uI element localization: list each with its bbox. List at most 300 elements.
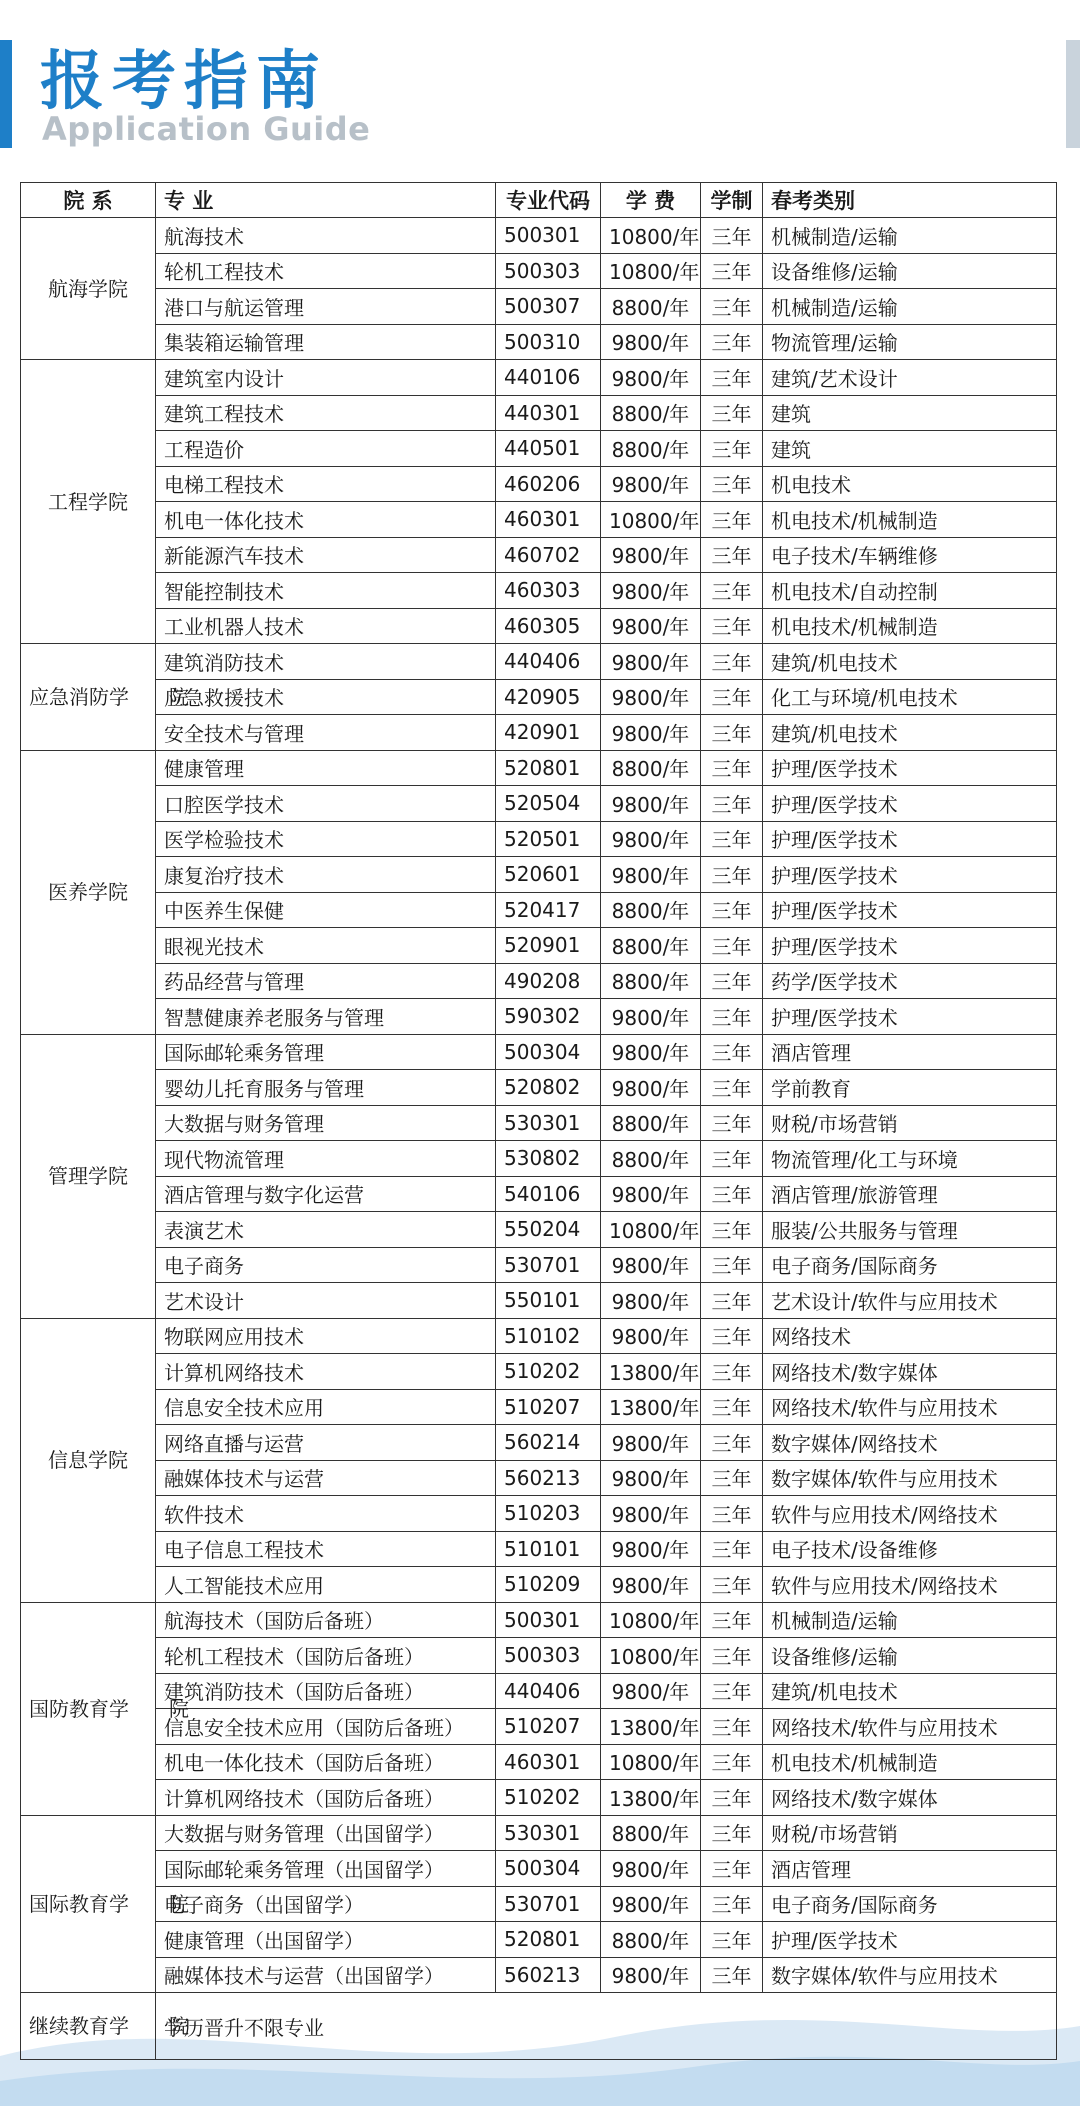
- tuition-fee: 10800/年: [601, 1602, 701, 1638]
- major-name: 建筑室内设计: [156, 360, 496, 396]
- major-code: 420905: [496, 679, 601, 715]
- major-name: 建筑工程技术: [156, 395, 496, 431]
- tuition-fee: 8800/年: [601, 431, 701, 467]
- exam-category: 机电技术: [763, 466, 1057, 502]
- page-title: 报考指南: [40, 45, 328, 119]
- tuition-fee: 9800/年: [601, 999, 701, 1035]
- table-row: [21, 1283, 1057, 1319]
- major-name: 艺术设计: [156, 1283, 496, 1319]
- major-code: 500301: [496, 218, 601, 254]
- table-body: [21, 218, 1057, 2060]
- tuition-fee: 8800/年: [601, 1141, 701, 1177]
- table-row: [21, 928, 1057, 964]
- study-duration: 三年: [701, 360, 763, 396]
- exam-category: 财税/市场营销: [763, 1815, 1057, 1851]
- study-duration: 三年: [701, 324, 763, 360]
- table-row: [21, 963, 1057, 999]
- exam-category: 机械制造/运输: [763, 289, 1057, 325]
- tuition-fee: 8800/年: [601, 1815, 701, 1851]
- study-duration: 三年: [701, 1496, 763, 1532]
- study-duration: 三年: [701, 963, 763, 999]
- study-duration: 三年: [701, 821, 763, 857]
- table-row: [21, 537, 1057, 573]
- study-duration: 三年: [701, 786, 763, 822]
- major-name: 药品经营与管理: [156, 963, 496, 999]
- major-code: 440406: [496, 644, 601, 680]
- table-row: [21, 1851, 1057, 1887]
- major-name: 智慧健康养老服务与管理: [156, 999, 496, 1035]
- tuition-fee: 9800/年: [601, 573, 701, 609]
- college-name: 应急消防学 院: [21, 644, 156, 751]
- major-code: 440301: [496, 395, 601, 431]
- tuition-fee: 9800/年: [601, 644, 701, 680]
- table-row: [21, 786, 1057, 822]
- table-row: [21, 1070, 1057, 1106]
- study-duration: 三年: [701, 1602, 763, 1638]
- exam-category: 药学/医学技术: [763, 963, 1057, 999]
- tuition-fee: 8800/年: [601, 1105, 701, 1141]
- major-name: 口腔医学技术: [156, 786, 496, 822]
- major-code: 550101: [496, 1283, 601, 1319]
- tuition-fee: 10800/年: [601, 253, 701, 289]
- tuition-fee: 9800/年: [601, 1496, 701, 1532]
- table-row: [21, 715, 1057, 751]
- tuition-fee: 10800/年: [601, 502, 701, 538]
- table-row: [21, 1531, 1057, 1567]
- major-code: 560214: [496, 1425, 601, 1461]
- major-code: 550204: [496, 1212, 601, 1248]
- table-row: [21, 1105, 1057, 1141]
- exam-category: 建筑/机电技术: [763, 715, 1057, 751]
- study-duration: 三年: [701, 1531, 763, 1567]
- col-header-category: 春考类别: [763, 183, 1057, 218]
- tuition-fee: 9800/年: [601, 1531, 701, 1567]
- table-row: [21, 1709, 1057, 1745]
- major-name: 人工智能技术应用: [156, 1567, 496, 1603]
- college-name: 国防教育学 院: [21, 1602, 156, 1815]
- exam-category: 护理/医学技术: [763, 999, 1057, 1035]
- major-name: 物联网应用技术: [156, 1318, 496, 1354]
- study-duration: 三年: [701, 1709, 763, 1745]
- study-duration: 三年: [701, 608, 763, 644]
- tuition-fee: 9800/年: [601, 1283, 701, 1319]
- table-header-row: [21, 183, 1057, 218]
- col-header-code: 专业代码: [496, 183, 601, 218]
- college-name: 航海学院: [21, 218, 156, 360]
- major-name: 国际邮轮乘务管理: [156, 1034, 496, 1070]
- study-duration: 三年: [701, 1851, 763, 1887]
- major-name: 新能源汽车技术: [156, 537, 496, 573]
- table-row: [21, 573, 1057, 609]
- major-name: 大数据与财务管理: [156, 1105, 496, 1141]
- study-duration: 三年: [701, 1283, 763, 1319]
- major-name: 信息安全技术应用: [156, 1389, 496, 1425]
- major-name: 医学检验技术: [156, 821, 496, 857]
- exam-category: 电子商务/国际商务: [763, 1247, 1057, 1283]
- tuition-fee: 9800/年: [601, 786, 701, 822]
- major-code: 440406: [496, 1673, 601, 1709]
- left-accent-bar: [0, 40, 12, 148]
- major-code: 530701: [496, 1886, 601, 1922]
- major-code: 500310: [496, 324, 601, 360]
- table-row: [21, 1141, 1057, 1177]
- exam-category: 建筑: [763, 431, 1057, 467]
- exam-category: 学前教育: [763, 1070, 1057, 1106]
- major-name: 工业机器人技术: [156, 608, 496, 644]
- exam-category: 网络技术/数字媒体: [763, 1354, 1057, 1390]
- major-code: 510209: [496, 1567, 601, 1603]
- tuition-fee: 9800/年: [601, 1247, 701, 1283]
- major-code: 530802: [496, 1141, 601, 1177]
- study-duration: 三年: [701, 999, 763, 1035]
- major-code: 560213: [496, 1460, 601, 1496]
- major-name: 建筑消防技术: [156, 644, 496, 680]
- table-row: [21, 857, 1057, 893]
- col-header-duration: 学制: [701, 183, 763, 218]
- page-subtitle: Application Guide: [42, 110, 371, 148]
- study-duration: 三年: [701, 1460, 763, 1496]
- study-duration: 三年: [701, 928, 763, 964]
- table-row: [21, 1354, 1057, 1390]
- study-duration: 三年: [701, 1567, 763, 1603]
- major-name: 轮机工程技术（国防后备班）: [156, 1638, 496, 1674]
- tuition-fee: 9800/年: [601, 1460, 701, 1496]
- col-header-college: 院 系: [21, 183, 156, 218]
- exam-category: 物流管理/化工与环境: [763, 1141, 1057, 1177]
- major-code: 520901: [496, 928, 601, 964]
- major-name: 航海技术（国防后备班）: [156, 1602, 496, 1638]
- major-code: 540106: [496, 1176, 601, 1212]
- major-name: 软件技术: [156, 1496, 496, 1532]
- major-name: 计算机网络技术（国防后备班）: [156, 1780, 496, 1816]
- tuition-fee: 9800/年: [601, 1318, 701, 1354]
- table-row: [21, 821, 1057, 857]
- major-code: 520801: [496, 750, 601, 786]
- major-code: 520601: [496, 857, 601, 893]
- table-row: [21, 324, 1057, 360]
- table-row: [21, 892, 1057, 928]
- study-duration: 三年: [701, 1886, 763, 1922]
- major-code: 510101: [496, 1531, 601, 1567]
- major-name: 现代物流管理: [156, 1141, 496, 1177]
- major-name: 安全技术与管理: [156, 715, 496, 751]
- major-name: 大数据与财务管理（出国留学）: [156, 1815, 496, 1851]
- exam-category: 电子商务/国际商务: [763, 1886, 1057, 1922]
- study-duration: 三年: [701, 1922, 763, 1958]
- major-code: 530701: [496, 1247, 601, 1283]
- study-duration: 三年: [701, 395, 763, 431]
- tuition-fee: 9800/年: [601, 537, 701, 573]
- table-row: [21, 253, 1057, 289]
- tuition-fee: 9800/年: [601, 1425, 701, 1461]
- table-row: [21, 395, 1057, 431]
- major-name: 应急救援技术: [156, 679, 496, 715]
- exam-category: 护理/医学技术: [763, 857, 1057, 893]
- major-name: 航海技术: [156, 218, 496, 254]
- major-name: 港口与航运管理: [156, 289, 496, 325]
- exam-category: 电子技术/设备维修: [763, 1531, 1057, 1567]
- study-duration: 三年: [701, 1354, 763, 1390]
- exam-category: 建筑/机电技术: [763, 1673, 1057, 1709]
- major-name: 健康管理（出国留学）: [156, 1922, 496, 1958]
- major-name: 机电一体化技术: [156, 502, 496, 538]
- exam-category: 设备维修/运输: [763, 253, 1057, 289]
- table-row: [21, 218, 1057, 254]
- table-row: [21, 1815, 1057, 1851]
- study-duration: 三年: [701, 715, 763, 751]
- tuition-fee: 13800/年: [601, 1354, 701, 1390]
- major-name: 工程造价: [156, 431, 496, 467]
- study-duration: 三年: [701, 644, 763, 680]
- study-duration: 三年: [701, 1744, 763, 1780]
- study-duration: 三年: [701, 1070, 763, 1106]
- exam-category: 网络技术/软件与应用技术: [763, 1389, 1057, 1425]
- tuition-fee: 13800/年: [601, 1780, 701, 1816]
- major-name: 建筑消防技术（国防后备班）: [156, 1673, 496, 1709]
- tuition-fee: 9800/年: [601, 1673, 701, 1709]
- major-code: 500307: [496, 289, 601, 325]
- major-code: 500301: [496, 1602, 601, 1638]
- major-name: 酒店管理与数字化运营: [156, 1176, 496, 1212]
- major-code: 460303: [496, 573, 601, 609]
- major-code: 440106: [496, 360, 601, 396]
- exam-category: 设备维修/运输: [763, 1638, 1057, 1674]
- exam-category: 电子技术/车辆维修: [763, 537, 1057, 573]
- table-row: [21, 360, 1057, 396]
- study-duration: 三年: [701, 502, 763, 538]
- tuition-fee: 9800/年: [601, 608, 701, 644]
- study-duration: 三年: [701, 1141, 763, 1177]
- major-code: 500303: [496, 1638, 601, 1674]
- major-code: 500304: [496, 1851, 601, 1887]
- study-duration: 三年: [701, 1212, 763, 1248]
- tuition-fee: 8800/年: [601, 1922, 701, 1958]
- exam-category: 建筑/机电技术: [763, 644, 1057, 680]
- major-code: 460301: [496, 502, 601, 538]
- exam-category: 软件与应用技术/网络技术: [763, 1567, 1057, 1603]
- major-code: 520504: [496, 786, 601, 822]
- study-duration: 三年: [701, 573, 763, 609]
- table-row: [21, 1744, 1057, 1780]
- tuition-fee: 8800/年: [601, 395, 701, 431]
- tuition-fee: 9800/年: [601, 1851, 701, 1887]
- major-name: 融媒体技术与运营: [156, 1460, 496, 1496]
- study-duration: 三年: [701, 892, 763, 928]
- study-duration: 三年: [701, 1780, 763, 1816]
- major-name: 电子商务（出国留学）: [156, 1886, 496, 1922]
- major-code: 560213: [496, 1957, 601, 1993]
- study-duration: 三年: [701, 1318, 763, 1354]
- study-duration: 三年: [701, 431, 763, 467]
- major-code: 510202: [496, 1780, 601, 1816]
- major-code: 530301: [496, 1815, 601, 1851]
- exam-category: 网络技术/数字媒体: [763, 1780, 1057, 1816]
- exam-category: 护理/医学技术: [763, 786, 1057, 822]
- table-row: [21, 466, 1057, 502]
- table-row: [21, 1673, 1057, 1709]
- college-name: 信息学院: [21, 1318, 156, 1602]
- exam-category: 服装/公共服务与管理: [763, 1212, 1057, 1248]
- tuition-fee: 9800/年: [601, 857, 701, 893]
- table-row: [21, 1567, 1057, 1603]
- major-name: 国际邮轮乘务管理（出国留学）: [156, 1851, 496, 1887]
- exam-category: 机械制造/运输: [763, 1602, 1057, 1638]
- tuition-fee: 10800/年: [601, 1212, 701, 1248]
- exam-category: 网络技术: [763, 1318, 1057, 1354]
- college-name: 医养学院: [21, 750, 156, 1034]
- exam-category: 护理/医学技术: [763, 750, 1057, 786]
- exam-category: 艺术设计/软件与应用技术: [763, 1283, 1057, 1319]
- exam-category: 机械制造/运输: [763, 218, 1057, 254]
- major-code: 460702: [496, 537, 601, 573]
- tuition-fee: 10800/年: [601, 218, 701, 254]
- study-duration: 三年: [701, 218, 763, 254]
- major-code: 500303: [496, 253, 601, 289]
- study-duration: 三年: [701, 1425, 763, 1461]
- major-name: 信息安全技术应用（国防后备班）: [156, 1709, 496, 1745]
- major-code: 510207: [496, 1709, 601, 1745]
- table-row: [21, 1602, 1057, 1638]
- table-row: [21, 502, 1057, 538]
- study-duration: 三年: [701, 466, 763, 502]
- major-code: 440501: [496, 431, 601, 467]
- table-row: [21, 1496, 1057, 1532]
- study-duration: 三年: [701, 1247, 763, 1283]
- tuition-fee: 9800/年: [601, 324, 701, 360]
- tuition-fee: 8800/年: [601, 963, 701, 999]
- table-row: [21, 1957, 1057, 1993]
- exam-category: 数字媒体/网络技术: [763, 1425, 1057, 1461]
- major-code: 520417: [496, 892, 601, 928]
- tuition-fee: 9800/年: [601, 679, 701, 715]
- tuition-fee: 9800/年: [601, 360, 701, 396]
- table-row: [21, 431, 1057, 467]
- table-row: [21, 750, 1057, 786]
- exam-category: 物流管理/运输: [763, 324, 1057, 360]
- study-duration: 三年: [701, 537, 763, 573]
- tuition-fee: 8800/年: [601, 750, 701, 786]
- table-row: [21, 289, 1057, 325]
- major-name: 婴幼儿托育服务与管理: [156, 1070, 496, 1106]
- table-row: [21, 1318, 1057, 1354]
- major-name: 中医养生保健: [156, 892, 496, 928]
- guide-table: [20, 182, 1057, 2060]
- major-code: 510102: [496, 1318, 601, 1354]
- table-row: [21, 1247, 1057, 1283]
- tuition-fee: 13800/年: [601, 1709, 701, 1745]
- major-code: 460305: [496, 608, 601, 644]
- tuition-fee: 13800/年: [601, 1389, 701, 1425]
- tuition-fee: 8800/年: [601, 289, 701, 325]
- col-header-major: 专 业: [156, 183, 496, 218]
- table-row: [21, 1212, 1057, 1248]
- tuition-fee: 10800/年: [601, 1744, 701, 1780]
- major-code: 510202: [496, 1354, 601, 1390]
- study-duration: 三年: [701, 1034, 763, 1070]
- table-row: [21, 1425, 1057, 1461]
- tuition-fee: 9800/年: [601, 1176, 701, 1212]
- exam-category: 网络技术/软件与应用技术: [763, 1709, 1057, 1745]
- major-code: 510203: [496, 1496, 601, 1532]
- study-duration: 三年: [701, 1638, 763, 1674]
- tuition-fee: 9800/年: [601, 1886, 701, 1922]
- tuition-fee: 9800/年: [601, 1567, 701, 1603]
- table-row: [21, 1460, 1057, 1496]
- table-row: [21, 608, 1057, 644]
- college-name: 国际教育学 院: [21, 1815, 156, 1993]
- major-code: 530301: [496, 1105, 601, 1141]
- study-duration: 三年: [701, 679, 763, 715]
- exam-category: 建筑/艺术设计: [763, 360, 1057, 396]
- tuition-fee: 8800/年: [601, 928, 701, 964]
- major-name: 智能控制技术: [156, 573, 496, 609]
- exam-category: 化工与环境/机电技术: [763, 679, 1057, 715]
- study-duration: 三年: [701, 1105, 763, 1141]
- major-code: 520801: [496, 1922, 601, 1958]
- major-name: 融媒体技术与运营（出国留学）: [156, 1957, 496, 1993]
- study-duration: 三年: [701, 750, 763, 786]
- tuition-fee: 9800/年: [601, 1957, 701, 1993]
- major-name: 电梯工程技术: [156, 466, 496, 502]
- exam-category: 护理/医学技术: [763, 892, 1057, 928]
- table-row: [21, 1922, 1057, 1958]
- exam-category: 财税/市场营销: [763, 1105, 1057, 1141]
- college-name: 管理学院: [21, 1034, 156, 1318]
- exam-category: 机电技术/机械制造: [763, 1744, 1057, 1780]
- major-name: 电子信息工程技术: [156, 1531, 496, 1567]
- major-code: 420901: [496, 715, 601, 751]
- study-duration: 三年: [701, 1673, 763, 1709]
- exam-category: 护理/医学技术: [763, 821, 1057, 857]
- exam-category: 机电技术/自动控制: [763, 573, 1057, 609]
- col-header-fee: 学 费: [601, 183, 701, 218]
- exam-category: 酒店管理/旅游管理: [763, 1176, 1057, 1212]
- exam-category: 数字媒体/软件与应用技术: [763, 1957, 1057, 1993]
- major-name: 网络直播与运营: [156, 1425, 496, 1461]
- exam-category: 酒店管理: [763, 1851, 1057, 1887]
- major-name: 表演艺术: [156, 1212, 496, 1248]
- exam-category: 酒店管理: [763, 1034, 1057, 1070]
- major-code: 490208: [496, 963, 601, 999]
- table-row: [21, 644, 1057, 680]
- major-name: 集装箱运输管理: [156, 324, 496, 360]
- major-code: 520501: [496, 821, 601, 857]
- major-code: 520802: [496, 1070, 601, 1106]
- guide-table-wrap: [20, 182, 1056, 2060]
- major-code: 510207: [496, 1389, 601, 1425]
- exam-category: 机电技术/机械制造: [763, 608, 1057, 644]
- study-duration: 三年: [701, 857, 763, 893]
- major-code: 500304: [496, 1034, 601, 1070]
- major-name: 轮机工程技术: [156, 253, 496, 289]
- major-name: 计算机网络技术: [156, 1354, 496, 1390]
- table-row: [21, 1638, 1057, 1674]
- table-row: [21, 1886, 1057, 1922]
- major-name: 眼视光技术: [156, 928, 496, 964]
- table-row: [21, 679, 1057, 715]
- table-row: [21, 999, 1057, 1035]
- study-duration: 三年: [701, 1957, 763, 1993]
- tuition-fee: 9800/年: [601, 715, 701, 751]
- study-duration: 三年: [701, 1176, 763, 1212]
- tuition-fee: 9800/年: [601, 1070, 701, 1106]
- table-row: [21, 1780, 1057, 1816]
- exam-category: 软件与应用技术/网络技术: [763, 1496, 1057, 1532]
- table-row: [21, 1176, 1057, 1212]
- major-name: 康复治疗技术: [156, 857, 496, 893]
- study-duration: 三年: [701, 1389, 763, 1425]
- table-row: [21, 1034, 1057, 1070]
